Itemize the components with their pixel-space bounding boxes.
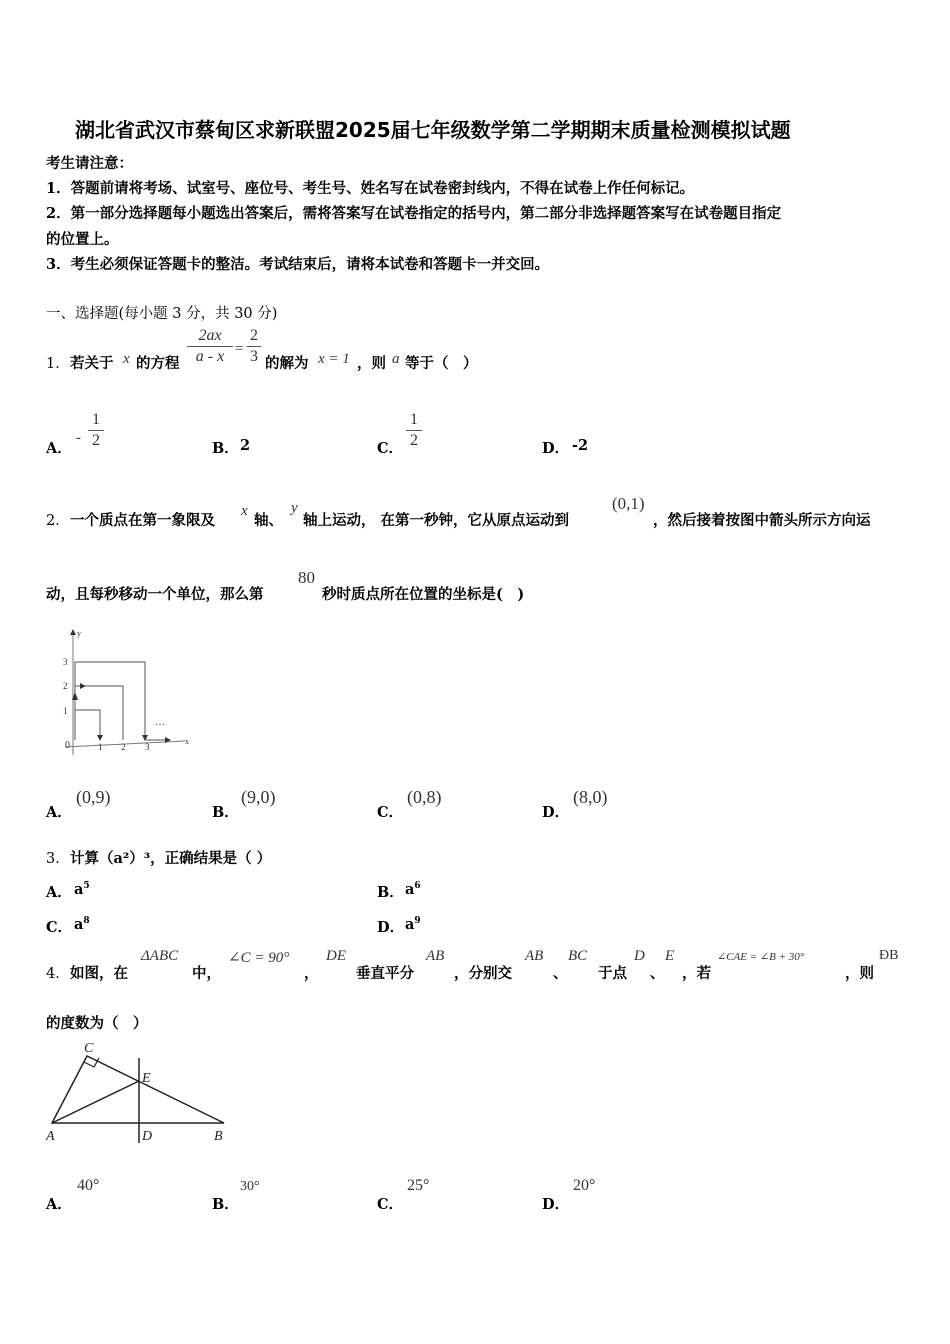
q1-text-3: 的解为 [265, 355, 309, 372]
q1-option-d-label: D． [542, 440, 570, 457]
notice-heading: 考生请注意： [46, 155, 133, 172]
q1-equals: = [235, 341, 244, 357]
q2-option-c-label: C． [377, 804, 404, 821]
q2-option-c-value: (0,8) [407, 787, 442, 807]
q4-fig-label-a: A [46, 1129, 55, 1144]
q1-option-a-label: A． [46, 440, 72, 457]
q4-fig-label-d: D [142, 1129, 153, 1144]
q4-text-8: 、 [650, 965, 665, 982]
q4-triangle-figure [44, 1036, 234, 1148]
q4-angle-c: ∠C = 90° [228, 950, 290, 966]
q2-fig-y-tick-2: 2 [63, 681, 68, 691]
q4-text-9: ，若 [682, 965, 711, 982]
q3-option-d-exp: 9 [414, 916, 421, 927]
q4-option-c-value: 25° [407, 1177, 430, 1194]
q4-de: DE [326, 948, 346, 964]
q4-option-b-value: 30° [240, 1179, 260, 1194]
q4-angle-b: ÐB [879, 948, 899, 963]
q2-var-y: y [291, 500, 298, 516]
q3-option-a-base: a [74, 881, 84, 898]
q1-frac2-den: 3 [250, 348, 258, 365]
q1-text-1: 若关于 [70, 355, 114, 372]
q4-fig-label-b: B [214, 1129, 223, 1144]
q4-triangle: ΔABC [141, 948, 179, 964]
q1-number: 1． [46, 356, 70, 372]
q1-var-x: x [123, 351, 130, 367]
q2-fig-y-tick-3: 3 [63, 657, 68, 667]
q1-option-a-num: 1 [88, 410, 104, 431]
q4-option-c-label: C． [377, 1196, 404, 1213]
q3-text: 计算（a²）³，正确结果是（ ） [70, 850, 272, 867]
q1-frac1-den: a - x [195, 348, 225, 365]
q3-option-a-label: A． [46, 884, 72, 901]
q2-var-x: x [241, 503, 248, 519]
q4-text-5: ，分别交 [454, 965, 512, 982]
q4-text-4: 垂直平分 [356, 965, 414, 982]
q1-option-d-value: -2 [572, 437, 589, 454]
q2-path-loop-2 [75, 686, 123, 740]
q3-option-c-base: a [74, 916, 84, 933]
q3-option-c-value [74, 916, 90, 933]
q4-option-a-value: 40° [77, 1177, 100, 1194]
q3-option-d-base: a [405, 916, 415, 933]
page-title: 湖北省武汉市蔡甸区求新联盟2025届七年级数学第二学期期末质量检测模拟试题 [75, 118, 791, 142]
q3-option-a-value [74, 881, 90, 898]
q2-fig-x-tick-1: 1 [98, 742, 103, 752]
q2-option-a-value: (0,9) [76, 787, 111, 807]
q1-var-a: a [392, 351, 400, 367]
q2-number: 2． [46, 513, 70, 529]
q1-fraction-1 [187, 326, 233, 367]
q4-ab-2: AB [525, 948, 544, 964]
q2-fig-x-tick-3: 3 [145, 742, 150, 752]
q2-text-2: 轴、 [254, 512, 283, 529]
q1-text-4: ，则 [357, 355, 386, 372]
q4-triangle-abc [52, 1056, 224, 1123]
q1-option-c-den: 2 [410, 432, 418, 449]
q2-text-6: 秒时质点所在位置的坐标是( ) [322, 586, 525, 603]
q4-text-11: 的度数为（ ） [46, 1015, 148, 1032]
q4-condition: ∠CAE = ∠B + 30° [717, 951, 805, 963]
q3-option-d-label: D． [377, 919, 405, 936]
q2-path-figure [55, 622, 195, 757]
q2-text-3: 轴上运动， 在第一秒钟，它从原点运动到 [303, 512, 570, 529]
q4-fig-label-c: C [84, 1041, 94, 1056]
q1-option-b-label: B． [212, 440, 239, 457]
q1-solution: x = 1 [318, 351, 350, 367]
q1-frac1-num: 2ax [187, 326, 233, 347]
q3-option-a-exp: 5 [83, 881, 90, 892]
q2-fig-x-tick-2: 2 [121, 742, 126, 752]
q2-text-5: 动，且每秒移动一个单位，那么第 [46, 586, 264, 603]
q1-fraction-2 [247, 326, 261, 367]
q4-option-a-label: A． [46, 1196, 72, 1213]
q4-segment-ae [52, 1081, 139, 1123]
q2-fig-y-tick-1: 1 [63, 706, 68, 716]
q2-option-b-label: B． [212, 804, 239, 821]
q2-text-1: 一个质点在第一象限及 [70, 512, 215, 529]
q4-option-b-label: B． [212, 1196, 239, 1213]
q4-text-7: 于点 [598, 965, 627, 982]
notice-item-2-cont: 的位置上。 [46, 231, 119, 248]
q4-text-2: 中， [192, 965, 221, 982]
q4-fig-label-e: E [142, 1071, 151, 1086]
q3-option-b-base: a [405, 881, 415, 898]
q1-option-b-value: 2 [240, 437, 251, 454]
q4-option-d-label: D． [542, 1196, 570, 1213]
notice-item-3: 3．考生必须保证答题卡的整洁。考试结束后，请将本试卷和答题卡一并交回。 [46, 256, 550, 273]
q1-option-a-fraction [88, 410, 104, 451]
q3-option-c-exp: 8 [83, 916, 90, 927]
q2-fig-x-label: x [185, 737, 189, 746]
q4-text-6: 、 [553, 965, 568, 982]
section-heading: 一、选择题(每小题 3 分，共 30 分) [46, 306, 278, 322]
q1-option-a-den: 2 [92, 432, 100, 449]
q1-option-a-sign: - [76, 430, 81, 446]
q2-point: (0,1) [612, 494, 645, 513]
q2-option-d-label: D． [542, 804, 570, 821]
q4-text-10: ，则 [845, 965, 874, 982]
q2-text-4: ，然后接着按图中箭头所示方向运 [653, 512, 871, 529]
q4-point-d: D [634, 948, 645, 964]
q1-text-5: 等于（ ） [405, 355, 478, 372]
q1-option-c-label: C． [377, 440, 404, 457]
q4-text-3: ， [304, 965, 319, 982]
q2-seconds: 80 [298, 568, 315, 587]
q4-bc: BC [568, 948, 588, 964]
q4-number: 4． [46, 966, 70, 982]
q1-option-c-fraction [406, 410, 422, 451]
q3-option-b-exp: 6 [414, 881, 421, 892]
notice-item-1: 1．答题前请将考场、试室号、座位号、考生号、姓名写在试卷密封线内，不得在试卷上作任何标记。 [46, 180, 695, 197]
q2-path-loop-3 [75, 662, 145, 740]
q1-option-c-num: 1 [406, 410, 422, 431]
q2-fig-origin: 0 [65, 740, 70, 751]
q4-text-1: 如图，在 [70, 965, 128, 982]
q3-option-b-label: B． [377, 884, 404, 901]
q3-option-d-value [405, 916, 421, 933]
q4-option-d-value: 20° [573, 1177, 596, 1194]
q2-option-b-value: (9,0) [241, 787, 276, 807]
q3-option-b-value [405, 881, 421, 898]
q4-ab: AB [426, 948, 445, 964]
q2-fig-y-label: y [77, 629, 81, 638]
q3-option-c-label: C． [46, 919, 73, 936]
notice-item-2: 2．第一部分选择题每小题选出答案后，需将答案写在试卷指定的括号内，第二部分非选择题答案写在试卷题目指定 [46, 205, 782, 222]
q2-path-loop-1 [75, 710, 100, 740]
q1-frac2-num: 2 [247, 326, 261, 347]
q2-option-d-value: (8,0) [573, 787, 608, 807]
q4-point-e: E [665, 948, 675, 964]
q3-number: 3． [46, 851, 70, 867]
q2-option-a-label: A． [46, 804, 72, 821]
q1-text-2: 的方程 [136, 355, 180, 372]
q4-right-angle-mark [84, 1058, 99, 1067]
q2-fig-ellipsis: … [155, 717, 165, 728]
